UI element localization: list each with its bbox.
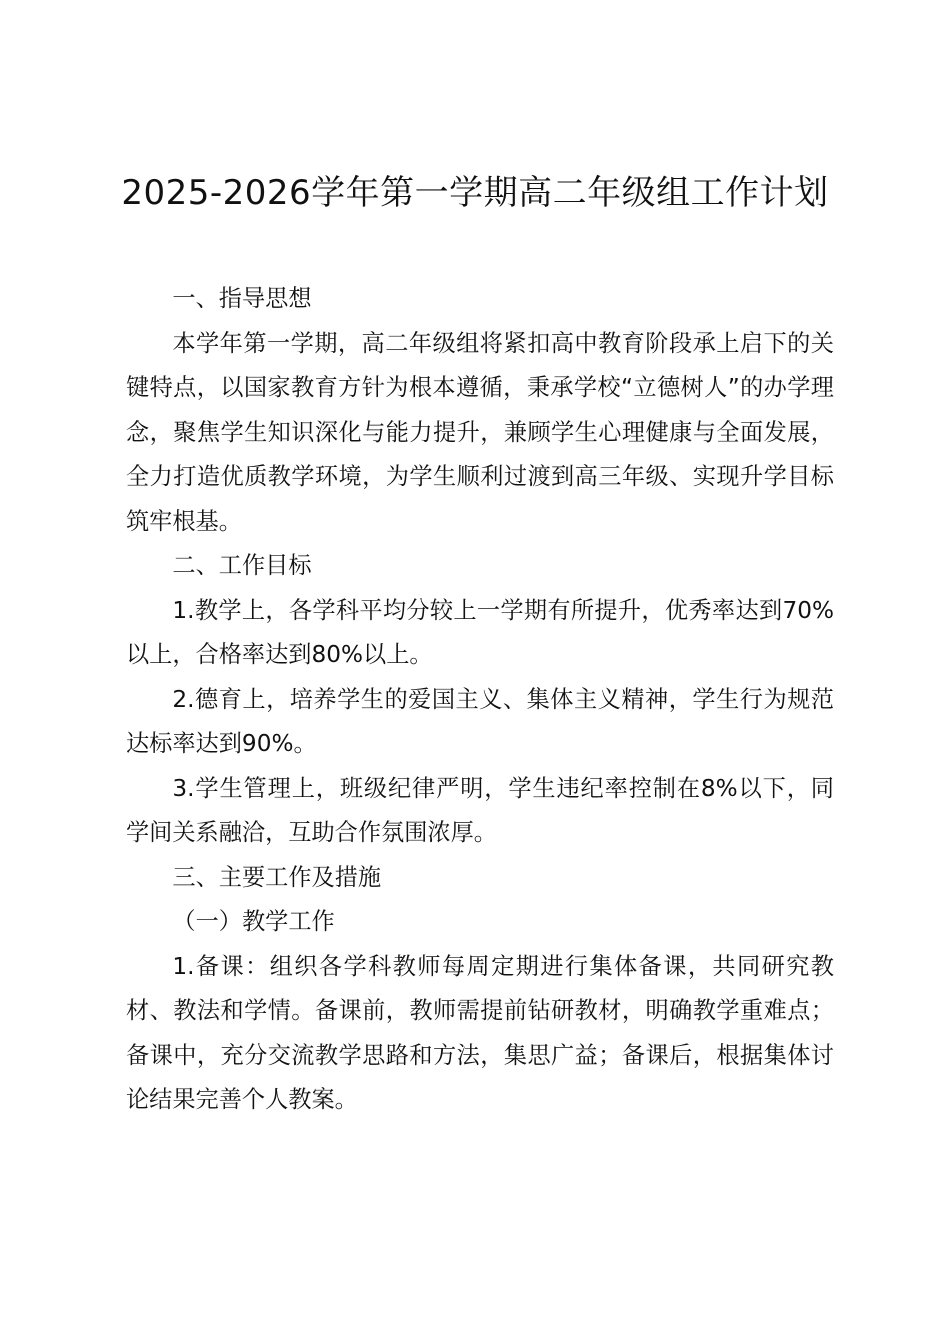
section-heading-main-work: 三、主要工作及措施 — [172, 863, 382, 891]
goal-teaching-paragraph: 1.教学上，各学科平均分较上一学期有所提升，优秀率达到70%以上，合格率达到80%以上。 — [126, 596, 834, 668]
section-heading-guiding-ideology: 一、指导思想 — [172, 285, 312, 312]
document-title: 2025-2026学年第一学期高二年级组工作计划 — [121, 173, 829, 213]
document-body — [126, 277, 834, 1123]
subsection-heading-teaching: （一）教学工作 — [172, 908, 335, 935]
goal-moral-education-paragraph: 2.德育上，培养学生的爱国主义、集体主义精神，学生行为规范达标率达到90%。 — [126, 685, 834, 757]
lesson-preparation-paragraph: 1.备课：组织各学科教师每周定期进行集体备课，共同研究教材、教法和学情。备课前，教师需提前钻研教材，明确教学重难点；备课中，充分交流教学思路和方法，集思广益；备课后，根据集体讨论结果完善个人教案。 — [126, 952, 834, 1113]
section-heading-work-goals: 二、工作目标 — [172, 552, 312, 579]
goal-student-management-paragraph: 3.学生管理上，班级纪律严明，学生违纪率控制在8%以下，同学间关系融洽，互助合作氛围浓厚。 — [126, 774, 834, 846]
guiding-ideology-paragraph: 本学年第一学期，高二年级组将紧扣高中教育阶段承上启下的关键特点，以国家教育方针为根本遵循，秉承学校“立德树人”的办学理念，聚焦学生知识深化与能力提升，兼顾学生心理健康与全面发展，全力打造优质教学环境，为学生顺利过渡到高三年级、实现升学目标筑牢根基。 — [126, 329, 834, 535]
